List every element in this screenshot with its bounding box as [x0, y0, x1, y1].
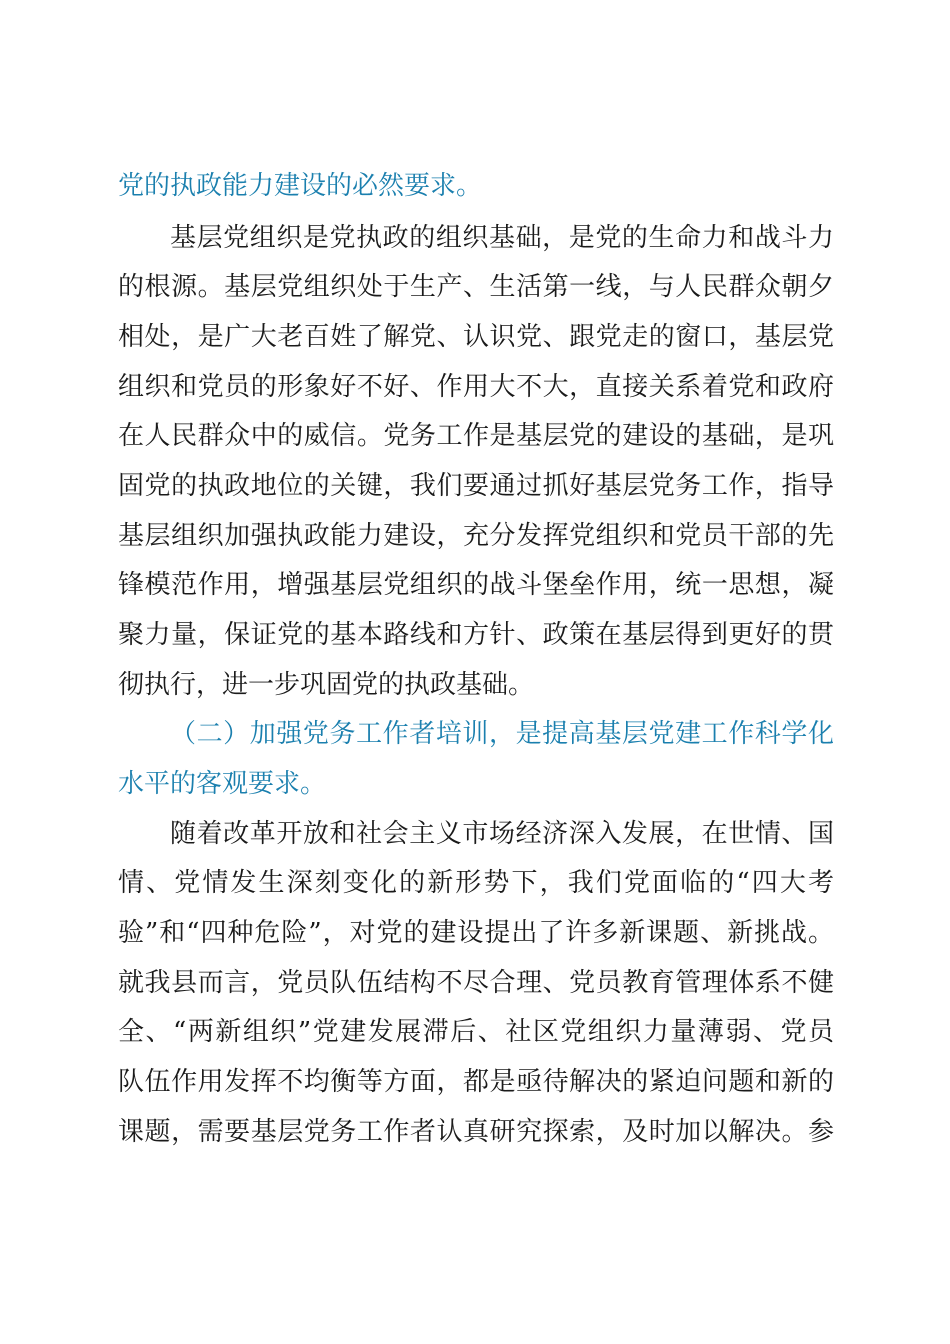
paragraph-line: 情、党情发生深刻变化的新形势下，我们党面临的“四大考: [118, 868, 834, 898]
heading-continuation: 党的执政能力建设的必然要求。: [118, 171, 483, 201]
paragraph-line: 全、“两新组织”党建发展滞后、社区党组织力量薄弱、党员: [118, 1017, 834, 1047]
paragraph-line: 随着改革开放和社会主义市场经济深入发展，在世情、国: [170, 819, 834, 849]
paragraph-line: 在人民群众中的威信。党务工作是基层党的建设的基础，是巩: [118, 421, 834, 451]
paragraph-line: 基层组织加强执政能力建设，充分发挥党组织和党员干部的先: [118, 521, 834, 551]
section-heading: 水平的客观要求。: [118, 769, 327, 799]
paragraph-line: 锋模范作用，增强基层党组织的战斗堡垒作用，统一思想，凝: [118, 570, 834, 600]
paragraph-line: 组织和党员的形象好不好、作用大不大，直接关系着党和政府: [118, 372, 834, 402]
paragraph-line: 基层党组织是党执政的组织基础，是党的生命力和战斗力: [170, 223, 834, 253]
section-heading: （二）加强党务工作者培训，是提高基层党建工作科学化: [170, 719, 834, 749]
paragraph-line: 队伍作用发挥不均衡等方面，都是亟待解决的紧迫问题和新的: [118, 1067, 834, 1097]
paragraph-line: 的根源。基层党组织处于生产、生活第一线，与人民群众朝夕: [118, 272, 834, 302]
paragraph-line: 就我县而言，党员队伍结构不尽合理、党员教育管理体系不健: [118, 968, 834, 998]
paragraph-line: 课题，需要基层党务工作者认真研究探索，及时加以解决。参: [118, 1117, 834, 1147]
paragraph-line: 固党的执政地位的关键，我们要通过抓好基层党务工作，指导: [118, 471, 834, 501]
paragraph-line: 彻执行，进一步巩固党的执政基础。: [118, 670, 535, 700]
paragraph-line: 相处，是广大老百姓了解党、认识党、跟党走的窗口，基层党: [118, 322, 834, 352]
paragraph-line: 验”和“四种危险”，对党的建设提出了许多新课题、新挑战。: [118, 918, 834, 948]
paragraph-line: 聚力量，保证党的基本路线和方针、政策在基层得到更好的贯: [118, 620, 834, 650]
